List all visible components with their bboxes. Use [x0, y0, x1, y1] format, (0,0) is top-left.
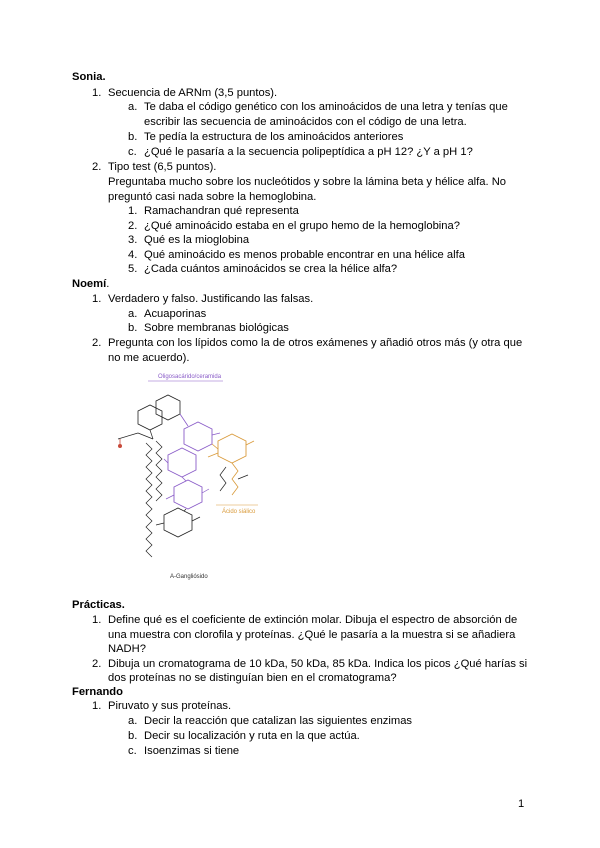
list-item: Isoenzimas si tiene: [144, 745, 240, 757]
sialic-acid-ring: [218, 434, 246, 463]
list-number: 1.: [92, 614, 102, 626]
list-number: 1.: [92, 293, 102, 305]
list-number: 2.: [92, 161, 102, 173]
list-number: 2.: [92, 337, 102, 349]
sphingosine-chain: [156, 441, 162, 501]
question-text: Piruvato y sus proteínas.: [108, 700, 232, 712]
list-item-line: escribir las secuencia de aminoácidos con el código de una letra.: [144, 116, 467, 128]
page-number: 1: [518, 798, 525, 810]
question-text: Verdadero y falso. Justificando las falsas.: [108, 293, 314, 305]
list-item: Ramachandran qué representa: [144, 205, 299, 217]
list-marker: 5.: [128, 263, 138, 275]
question-line: Pregunta con los lípidos como la de otros exámenes y añadió otros más (y otra que: [108, 337, 523, 349]
section-heading-sonia: Sonia.: [72, 71, 106, 83]
question-text: Secuencia de ARNm (3,5 puntos).: [108, 87, 278, 99]
sugar-ring: [184, 422, 212, 451]
question-line: dos proteínas no se distinguían bien en el cromatograma?: [108, 672, 397, 684]
list-number: 2.: [92, 658, 102, 670]
question-text: Tipo test (6,5 puntos).: [108, 161, 217, 173]
sugar-ring: [174, 480, 202, 509]
list-marker: 2.: [128, 220, 138, 232]
question-line: Dibuja un cromatograma de 10 kDa, 50 kDa, 85 kDa. Indica los picos ¿Qué harías si: [108, 658, 528, 670]
figure-side-label: Ácido siálico: [222, 509, 256, 515]
ganglioside-structure-image: [108, 371, 278, 586]
list-marker: b.: [128, 131, 138, 143]
list-marker: a.: [128, 715, 138, 727]
list-item: Sobre membranas biológicas: [144, 322, 289, 334]
sugar-ring: [138, 405, 162, 430]
list-item: Decir la reacción que catalizan las siguientes enzimas: [144, 715, 413, 727]
section-heading-practicas: Prácticas.: [72, 599, 125, 611]
section-heading-noemi: [72, 277, 109, 291]
fatty-acid-chain: [146, 443, 152, 557]
list-item-line: Te daba el código genético con los aminoácidos de una letra y tenías que: [144, 101, 508, 113]
list-number: 1.: [92, 87, 102, 99]
list-item: ¿Qué aminoácido estaba en el grupo hemo de la hemoglobina?: [144, 220, 460, 232]
list-marker: a.: [128, 101, 138, 113]
carbonyl-oxygen: [118, 444, 122, 448]
list-marker: 3.: [128, 234, 138, 246]
note-line: Preguntaba mucho sobre los nucleótidos y sobre la lámina beta y hélice alfa. No: [108, 176, 507, 188]
list-marker: 1.: [128, 205, 138, 217]
section-heading-fernando: Fernando: [72, 686, 123, 698]
heading-name: Noemí: [72, 278, 107, 290]
heading-suffix: .: [106, 278, 110, 290]
list-marker: c.: [128, 146, 137, 158]
figure-caption: A-Gangliósido: [170, 574, 208, 580]
sugar-ring: [164, 508, 192, 537]
list-marker: a.: [128, 308, 138, 320]
sugar-ring: [156, 395, 180, 420]
list-item: Qué es la mioglobina: [144, 234, 250, 246]
list-item-line: Te pedía la estructura de los aminoácidos anteriores: [144, 131, 404, 143]
question-line: Define qué es el coeficiente de extinción molar. Dibuja el espectro de absorción de: [108, 614, 518, 626]
list-item-line: ¿Qué le pasaría a la secuencia polipeptídica a pH 12? ¿Y a pH 1?: [144, 146, 473, 158]
ganglioside-figure: [108, 371, 278, 586]
question-line: una muestra con clorofila y proteínas. ¿Qué le pasaría a la muestra si se añadiera: [108, 629, 516, 641]
list-item: ¿Cada cuántos aminoácidos se crea la hélice alfa?: [144, 263, 398, 275]
sugar-ring: [168, 448, 196, 477]
list-number: 1.: [92, 700, 102, 712]
figure-top-label: Oligosacárido/ceramida: [158, 374, 222, 380]
question-line: no me acuerdo).: [108, 352, 190, 364]
list-item: Acuaporinas: [144, 308, 207, 320]
list-marker: b.: [128, 730, 138, 742]
list-item: Qué aminoácido es menos probable encontrar en una hélice alfa: [144, 249, 465, 261]
list-marker: c.: [128, 745, 137, 757]
list-item: Decir su localización y ruta en la que actúa.: [144, 730, 360, 742]
note-line: preguntó casi nada sobre la hemoglobina.: [108, 191, 317, 203]
list-marker: b.: [128, 322, 138, 334]
list-marker: 4.: [128, 249, 138, 261]
question-line: NADH?: [108, 643, 146, 655]
